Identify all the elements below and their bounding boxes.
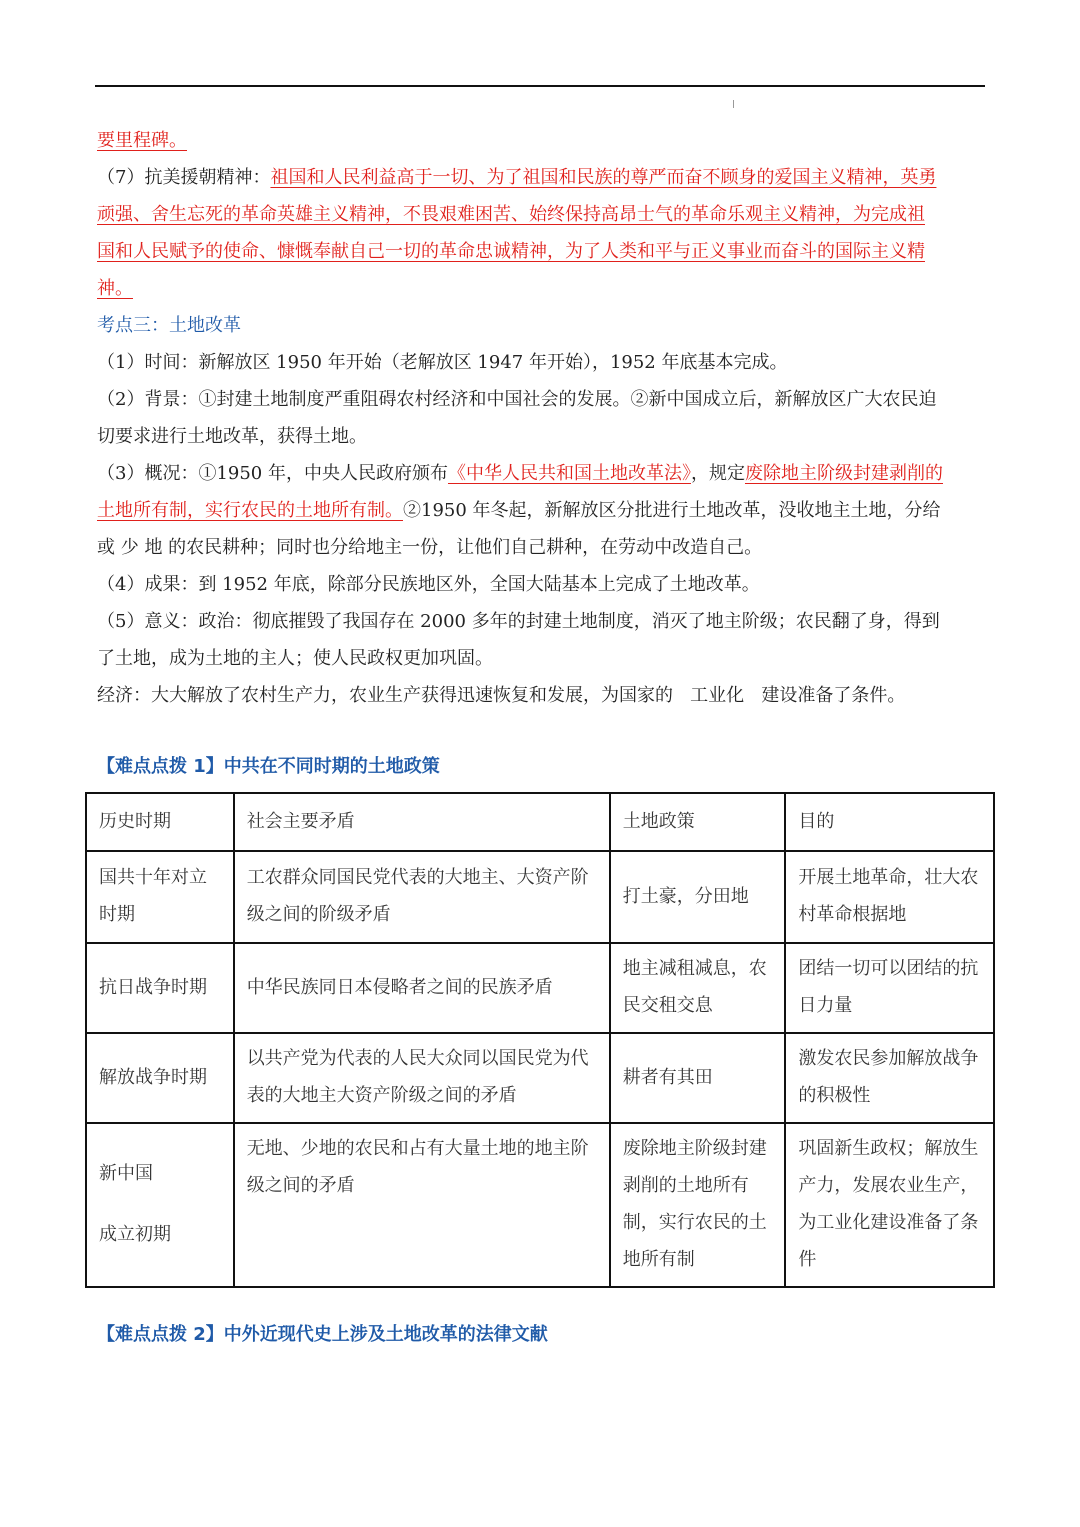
paragraph-line: 了土地，成为土地的主人；使人民政权更加巩固。 <box>97 648 493 669</box>
paragraph-line: （5）意义：政治：彻底摧毁了我国存在 2000 多年的封建土地制度，消灭了地主阶级；农民翻了身，得到 <box>97 611 940 632</box>
paragraph-line: （4）成果：到 1952 年底，除部分民族地区外，全国大陆基本上完成了土地改革。 <box>97 574 760 595</box>
table-row <box>86 851 994 943</box>
item-label: （7）抗美援朝精神： <box>97 167 271 188</box>
highlighted-text: 祖国和人民利益高于一切、为了祖国和民族的尊严而奋不顾身的爱国主义精神，英勇 <box>270 167 937 188</box>
period-cell <box>86 1123 234 1287</box>
header-cell: 土地政策 <box>610 793 786 851</box>
policy-cell: 废除地主阶级封建剥削的土地所有制，实行农民的土地所有制 <box>610 1123 786 1287</box>
paragraph-line <box>97 270 987 307</box>
period-line: 成立初期 <box>99 1224 171 1245</box>
contradiction-cell: 无地、少地的农民和占有大量土地的地主阶级之间的矛盾 <box>234 1123 610 1287</box>
table-header-row <box>86 793 994 851</box>
goal-cell: 开展土地革命，壮大农村革命根据地 <box>785 851 994 943</box>
table-row <box>86 943 994 1033</box>
header-rule <box>95 85 985 87</box>
paragraph-line <box>97 196 987 233</box>
contradiction-cell: 以共产党为代表的人民大众同以国民党为代表的大地主大资产阶级之间的矛盾 <box>234 1033 610 1123</box>
contradiction-cell: 中华民族同日本侵略者之间的民族矛盾 <box>234 943 610 1033</box>
policy-cell: 打土豪，分田地 <box>610 851 786 943</box>
paragraph-line: 经济：大大解放了农村生产力，农业生产获得迅速恢复和发展，为国家的 工业化 建设准备了条件。 <box>97 685 906 706</box>
page-mark <box>733 100 734 108</box>
section-title-1: 【难点点拨 1】中共在不同时期的土地政策 <box>97 756 440 777</box>
paragraph-line <box>97 159 987 196</box>
highlighted-text: 土地所有制，实行农民的土地所有制。 <box>97 500 403 521</box>
highlighted-text: 顽强、舍生忘死的革命英雄主义精神，不畏艰难困苦、始终保持高昂士气的革命乐观主义精神，为完成祖 <box>97 204 925 225</box>
body-text <box>97 122 987 714</box>
period-cell: 解放战争时期 <box>86 1033 234 1123</box>
policy-cell: 耕者有其田 <box>610 1033 786 1123</box>
paragraph-line <box>97 122 987 159</box>
table-row <box>86 1123 994 1287</box>
paragraph-line: 或 少 地 的农民耕种；同时也分给地主一份，让他们自己耕种，在劳动中改造自己。 <box>97 537 763 558</box>
header-cell: 目的 <box>785 793 994 851</box>
section-heading: 考点三：土地改革 <box>97 315 241 336</box>
paragraph-line: （1）时间：新解放区 1950 年开始（老解放区 1947 年开始），1952 年底基本完成。 <box>97 352 788 373</box>
goal-cell: 巩固新生政权；解放生产力，发展农业生产，为工业化建设准备了条件 <box>785 1123 994 1287</box>
highlighted-text: 废除地主阶级封建剥削的 <box>744 463 943 484</box>
paragraph-line: 切要求进行土地改革，获得土地。 <box>97 426 367 447</box>
highlighted-text: 要里程碑。 <box>97 130 187 151</box>
period-cell: 抗日战争时期 <box>86 943 234 1033</box>
plain-text: ②1950 年冬起，新解放区分批进行土地改革，没收地主土地，分给 <box>403 500 941 521</box>
header-cell: 历史时期 <box>86 793 234 851</box>
plain-text: ，规定 <box>690 463 745 484</box>
highlighted-text: 神。 <box>97 278 133 299</box>
plain-text: （3）概况：①1950 年，中央人民政府颁布 <box>97 463 448 484</box>
section-title-2: 【难点点拨 2】中外近现代史上涉及土地改革的法律文献 <box>97 1324 548 1345</box>
table-row <box>86 1033 994 1123</box>
paragraph-line <box>97 233 987 270</box>
policy-cell: 地主减租减息，农民交租交息 <box>610 943 786 1033</box>
paragraph-line <box>97 492 987 529</box>
law-title: 《中华人民共和国土地改革法》 <box>447 463 691 484</box>
paragraph-line <box>97 455 987 492</box>
goal-cell: 团结一切可以团结的抗日力量 <box>785 943 994 1033</box>
land-policy-table <box>85 792 995 1288</box>
period-line: 新中国 <box>99 1163 153 1184</box>
goal-cell: 激发农民参加解放战争的积极性 <box>785 1033 994 1123</box>
period-cell: 国共十年对立时期 <box>86 851 234 943</box>
contradiction-cell: 工农群众同国民党代表的大地主、大资产阶级之间的阶级矛盾 <box>234 851 610 943</box>
highlighted-text: 国和人民赋予的使命、慷慨奉献自己一切的革命忠诚精神，为了人类和平与正义事业而奋斗的国际主义精 <box>97 241 925 262</box>
header-cell: 社会主要矛盾 <box>234 793 610 851</box>
paragraph-line: （2）背景：①封建土地制度严重阻碍农村经济和中国社会的发展。②新中国成立后，新解放区广大农民迫 <box>97 389 937 410</box>
